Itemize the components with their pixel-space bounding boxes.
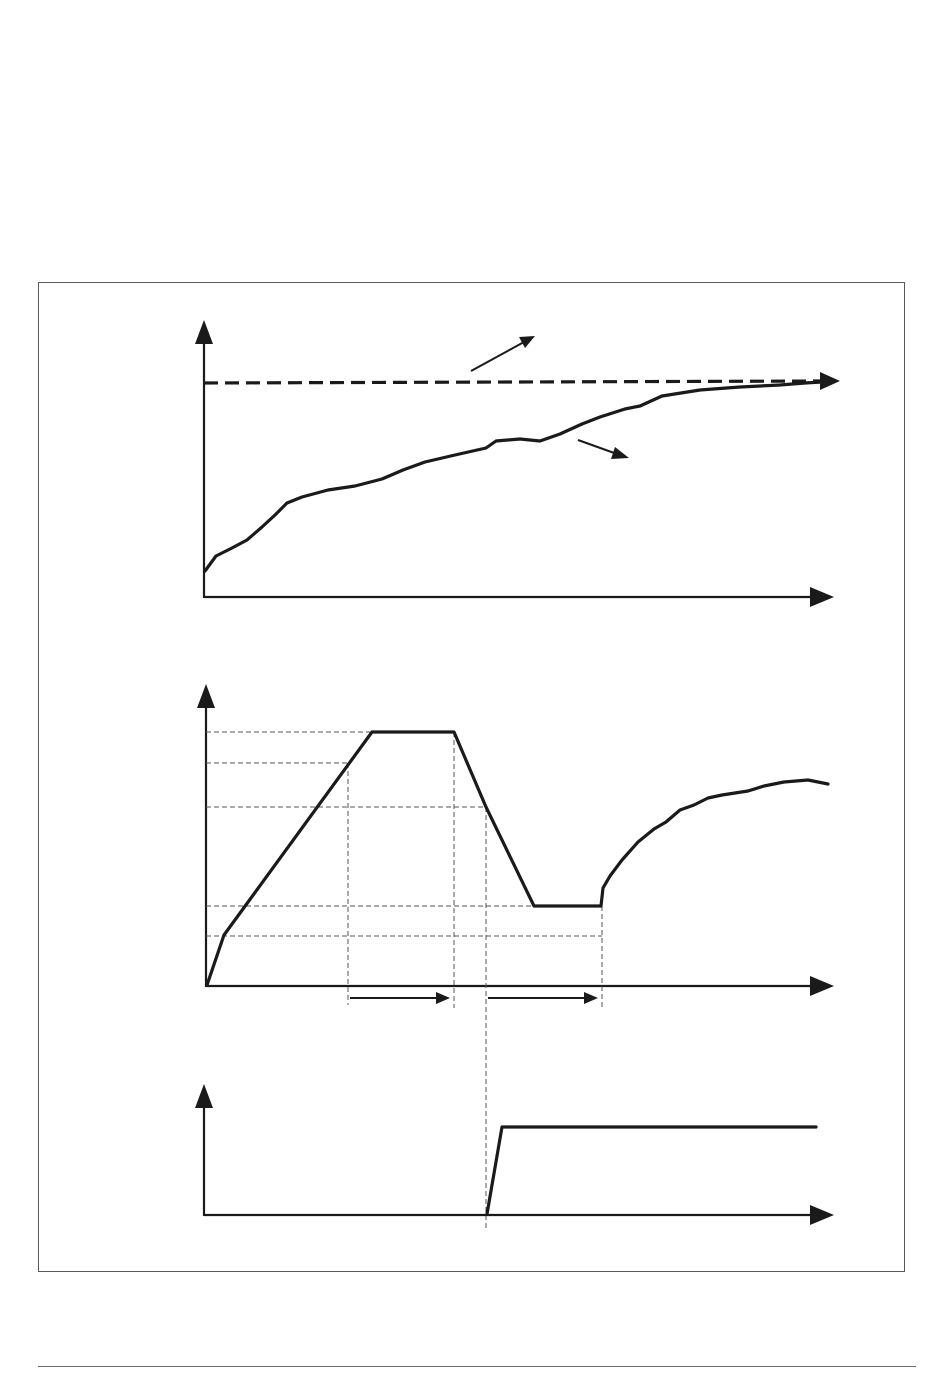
duration-arrow-2-head [584, 992, 598, 1004]
top-pointer-arrow-upper-head [519, 336, 535, 348]
duration-arrow-1-head [436, 992, 450, 1004]
top-pointer-arrow-upper [471, 342, 524, 371]
middle-x-axis-arrowhead [810, 976, 834, 996]
top-dashed-limit-line [204, 381, 822, 383]
middle-vertical-guides [348, 732, 602, 1228]
bottom-y-axis-arrowhead [195, 1084, 213, 1108]
bottom-x-axis-arrowhead [810, 1205, 834, 1225]
middle-trapezoid-profile [207, 732, 601, 985]
top-rising-curve [205, 382, 822, 571]
top-pointer-arrow-lower-head [611, 447, 629, 459]
top-panel [195, 320, 840, 607]
top-y-axis-arrowhead [195, 320, 213, 344]
top-x-axis-arrowhead [810, 587, 834, 607]
middle-recovery-curve [601, 780, 828, 906]
middle-y-axis-arrowhead [197, 684, 215, 708]
middle-panel [197, 684, 834, 1228]
bottom-step-signal [487, 1127, 816, 1214]
bottom-panel [195, 1084, 834, 1225]
top-pointer-arrow-lower [578, 440, 617, 454]
